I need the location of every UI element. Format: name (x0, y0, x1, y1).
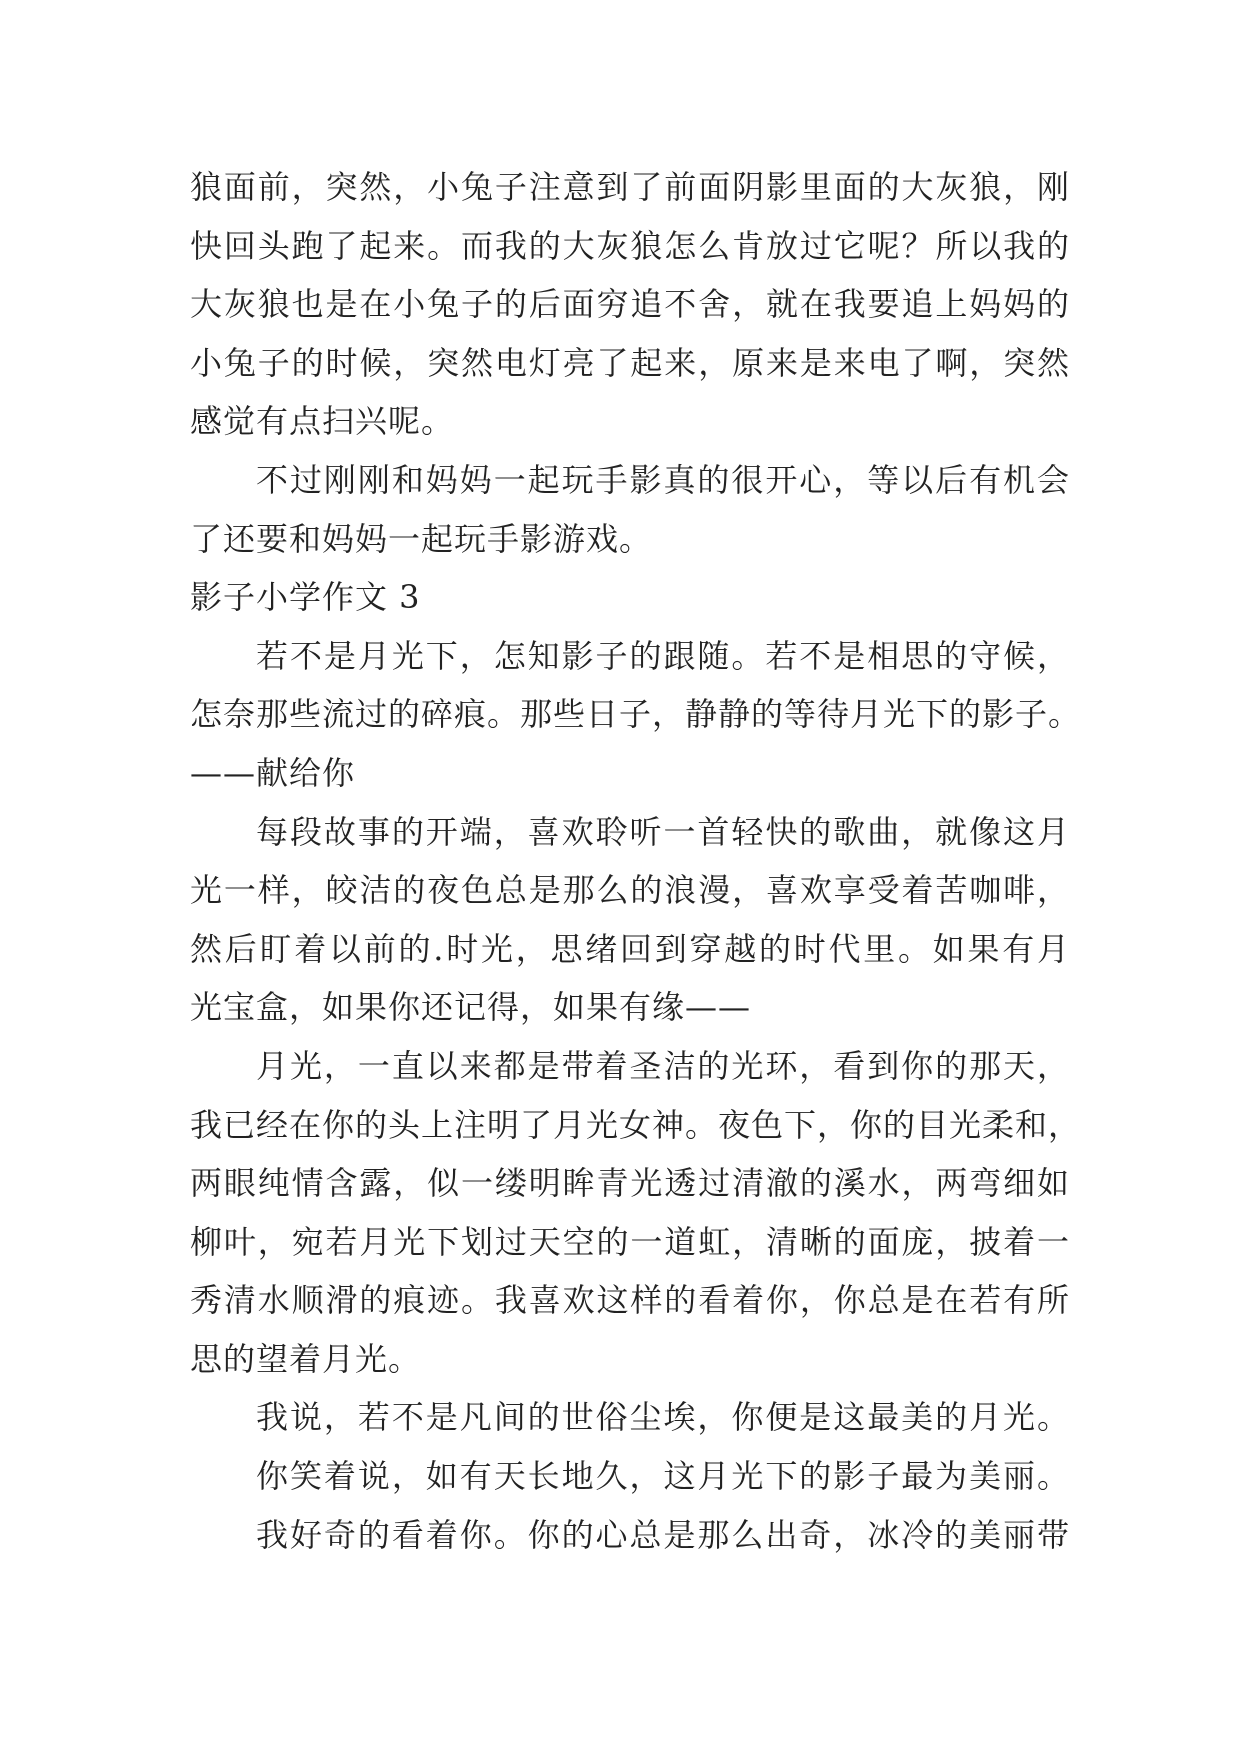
text-line: 秀清水顺滑的痕迹。我喜欢这样的看着你，你总是在若有所 (190, 1281, 1070, 1320)
text-line: 你笑着说，如有天长地久，这月光下的影子最为美丽。 (256, 1457, 1070, 1496)
text-line: 光宝盒，如果你还记得，如果有缘—— (190, 988, 752, 1027)
document-body (190, 158, 1082, 1564)
text-line: 月光，一直以来都是带着圣洁的光环，看到你的那天， (256, 1046, 1070, 1085)
text-line: 柳叶，宛若月光下划过天空的一道虹，清晰的面庞，披着一 (190, 1222, 1070, 1261)
text-line: 快回头跑了起来。而我的大灰狼怎么肯放过它呢？所以我的 (190, 226, 1070, 265)
text-line: 我已经在你的头上注明了月光女神。夜色下，你的目光柔和， (190, 1105, 1082, 1144)
text-line: 两眼纯情含露，似一缕明眸青光透过清澈的溪水，两弯细如 (190, 1164, 1070, 1203)
section-heading: 影子小学作文 3 (190, 578, 421, 617)
text-line: 我说，若不是凡间的世俗尘埃，你便是这最美的月光。 (256, 1398, 1070, 1437)
text-line: 思的望着月光。 (190, 1339, 422, 1378)
text-line: 每段故事的开端，喜欢聆听一首轻快的歌曲，就像这月 (256, 812, 1070, 851)
text-line: 大灰狼也是在小兔子的后面穷追不舍，就在我要追上妈妈的 (190, 285, 1070, 324)
text-line: 不过刚刚和妈妈一起玩手影真的很开心，等以后有机会 (256, 460, 1070, 499)
text-line: 我好奇的看着你。你的心总是那么出奇，冰冷的美丽带 (256, 1515, 1070, 1554)
text-line: 了还要和妈妈一起玩手影游戏。 (190, 519, 653, 558)
text-line: 若不是月光下，怎知影子的跟随。若不是相思的守候， (256, 636, 1070, 675)
text-line: 感觉有点扫兴呢。 (190, 402, 455, 441)
text-line: 小兔子的时候，突然电灯亮了起来，原来是来电了啊，突然 (190, 343, 1070, 382)
text-line: 狼面前，突然，小兔子注意到了前面阴影里面的大灰狼，刚 (190, 168, 1070, 206)
text-line: 光一样，皎洁的夜色总是那么的浪漫，喜欢享受着苦咖啡， (190, 871, 1070, 910)
text-line: 怎奈那些流过的碎痕。那些日子，静静的等待月光下的影子。 (190, 695, 1082, 734)
text-line: ——献给你 (190, 753, 356, 792)
text-line: 然后盯着以前的.时光，思绪回到穿越的时代里。如果有月 (190, 929, 1070, 968)
